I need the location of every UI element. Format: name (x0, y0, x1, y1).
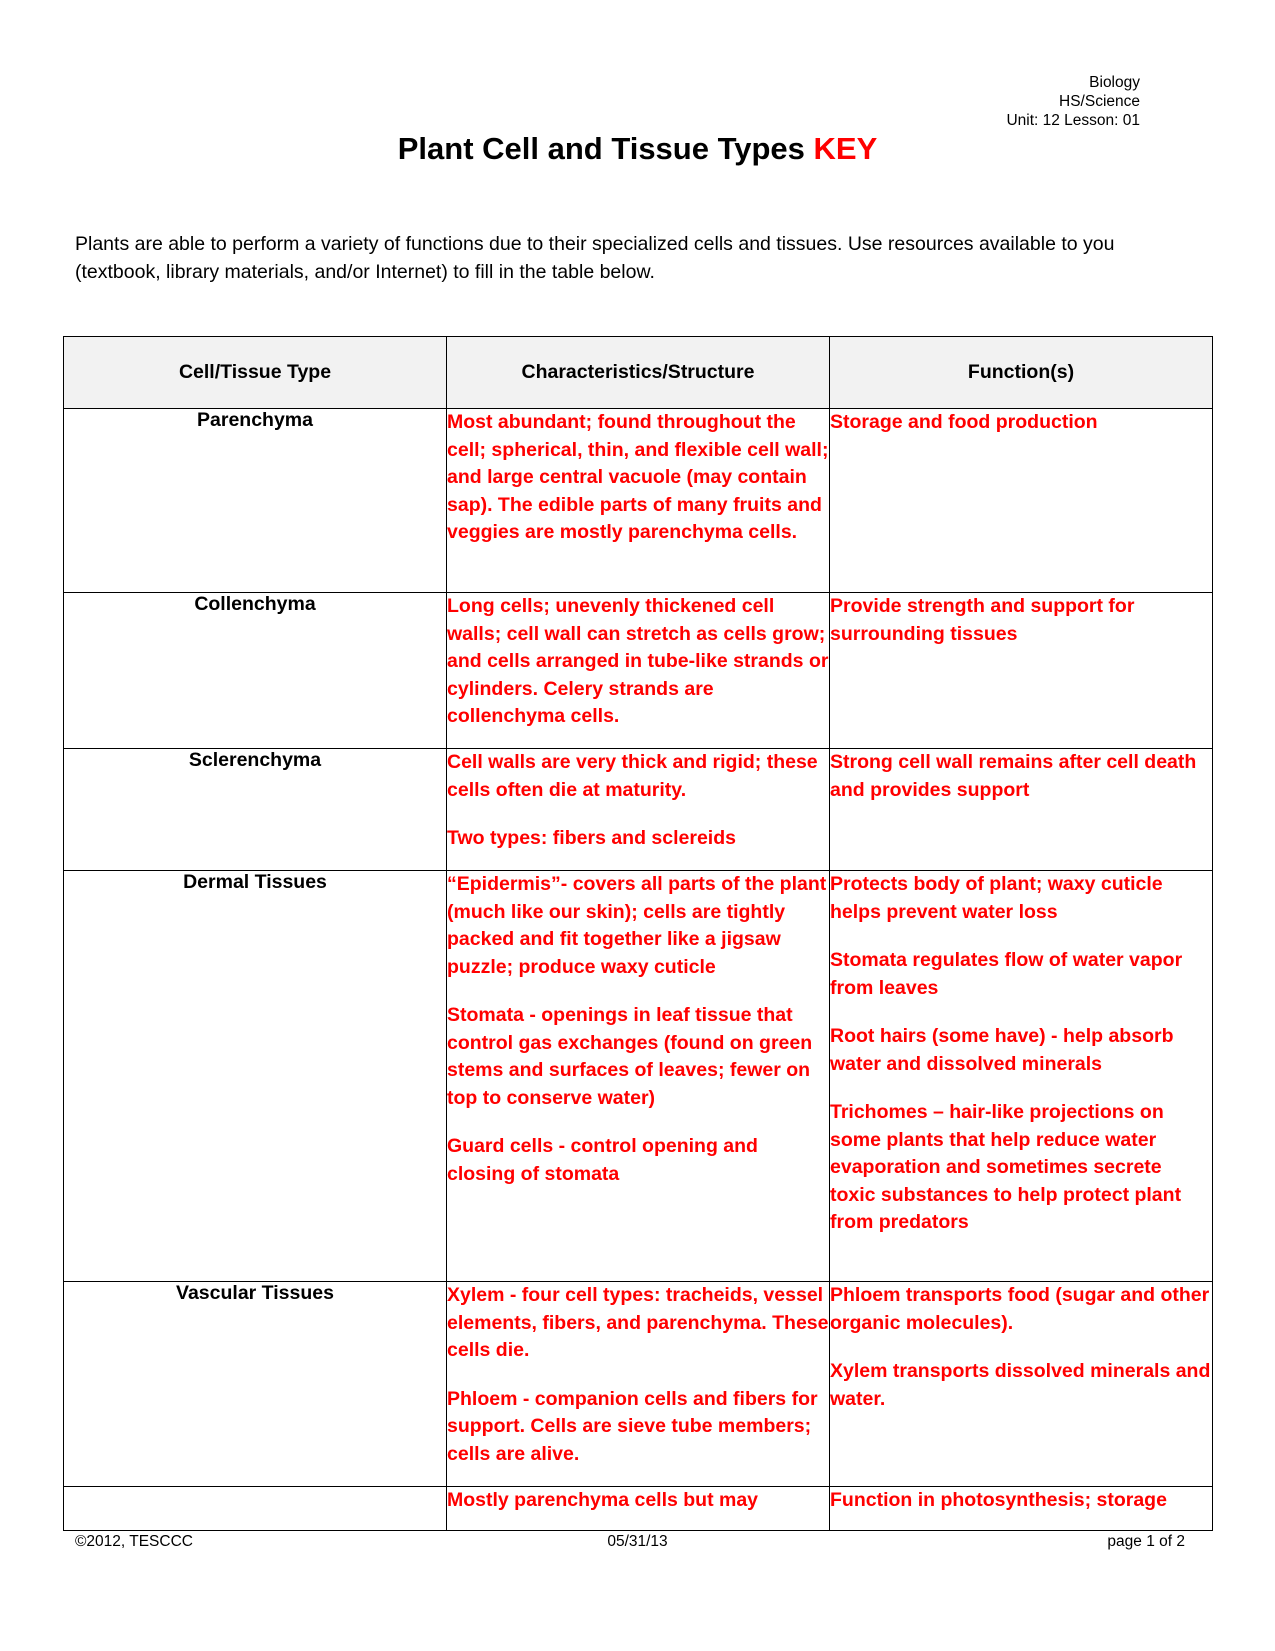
functions-cell (830, 593, 1213, 749)
characteristics-cell (447, 1487, 830, 1531)
cell-tissue-type (64, 1487, 447, 1531)
title-key: KEY (813, 131, 878, 166)
tissue-table (63, 336, 1213, 1531)
table-row (64, 1487, 1213, 1531)
function-text: Provide strength and support for surrounding tissues (830, 595, 1135, 645)
function-text: Stomata regulates flow of water vapor from leaves (830, 949, 1183, 999)
department-label: HS/Science (1059, 93, 1140, 110)
title-main: Plant Cell and Tissue Types (397, 131, 805, 166)
characteristics-cell (447, 593, 830, 749)
characteristics-text: Guard cells - control opening and closing of stomata (447, 1135, 758, 1185)
function-text: Strong cell wall remains after cell death and provides support (830, 751, 1197, 801)
cell-tissue-type: Collenchyma (64, 593, 447, 749)
table-row (64, 1282, 1213, 1487)
cell-tissue-type: Dermal Tissues (64, 871, 447, 1282)
characteristics-cell (447, 1282, 830, 1487)
characteristics-text: Most abundant; found throughout the cell; spherical, thin, and flexible cell wall; and large central vacuole (may contain sap). The edible parts of many fruits and veggies are mostly parenchyma cells. (447, 411, 829, 543)
characteristics-text: Two types: fibers and sclereids (447, 827, 736, 849)
characteristics-text: Stomata - openings in leaf tissue that control gas exchanges (found on green stems and surfaces of leaves; fewer on top to conserve water) (447, 1004, 813, 1109)
function-text: Trichomes – hair-like projections on some plants that help reduce water evaporation and sometimes secrete toxic substances to help protect plant from predators (830, 1101, 1182, 1233)
footer-copyright: ©2012, TESCCC (75, 1533, 193, 1550)
function-text: Root hairs (some have) - help absorb water and dissolved minerals (830, 1025, 1174, 1075)
characteristics-text: Mostly parenchyma cells but may (447, 1489, 759, 1511)
footer-page: page 1 of 2 (1107, 1533, 1185, 1550)
table-row (64, 871, 1213, 1282)
column-header-functions: Function(s) (830, 337, 1213, 409)
characteristics-text: “Epidermis”- covers all parts of the plant (much like our skin); cells are tightly packed and fit together like a jigsaw puzzle; produce waxy cuticle (447, 873, 827, 978)
characteristics-text: Phloem - companion cells and fibers for support. Cells are sieve tube members; cells are alive. (447, 1387, 818, 1465)
cell-tissue-type: Vascular Tissues (64, 1282, 447, 1487)
characteristics-text: Long cells; unevenly thickened cell walls; cell wall can stretch as cells grow; and cells arranged in tube-like strands or cylinders. Celery strands are collenchyma cells. (447, 595, 829, 727)
cell-tissue-type: Parenchyma (64, 409, 447, 593)
unit-lesson-label: Unit: 12 Lesson: 01 (1006, 112, 1140, 129)
cell-tissue-type: Sclerenchyma (64, 749, 447, 871)
intro-text: Plants are able to perform a variety of functions due to their specialized cells and tissues. Use resources available to you (textbook, library materials, and/or Internet) to fill in the table below. (75, 233, 1115, 283)
function-text: Protects body of plant; waxy cuticle helps prevent water loss (830, 873, 1163, 923)
footer-date: 05/31/13 (607, 1533, 668, 1550)
function-text: Function in photosynthesis; storage (830, 1489, 1167, 1511)
table-row (64, 749, 1213, 871)
characteristics-text: Cell walls are very thick and rigid; these cells often die at maturity. (447, 751, 818, 801)
functions-cell (830, 1487, 1213, 1531)
page-title (0, 131, 1275, 167)
table-body (64, 409, 1213, 1531)
table-header-row (64, 337, 1213, 409)
column-header-characteristics: Characteristics/Structure (447, 337, 830, 409)
functions-cell (830, 749, 1213, 871)
functions-cell (830, 871, 1213, 1282)
header-meta (1006, 73, 1140, 130)
function-text: Phloem transports food (sugar and other organic molecules). (830, 1284, 1210, 1334)
characteristics-text: Xylem - four cell types: tracheids, vessel elements, fibers, and parenchyma. These cells die. (447, 1284, 829, 1361)
functions-cell (830, 409, 1213, 593)
functions-cell (830, 1282, 1213, 1487)
characteristics-cell (447, 749, 830, 871)
course-label: Biology (1089, 74, 1140, 91)
characteristics-cell (447, 871, 830, 1282)
column-header-type: Cell/Tissue Type (64, 337, 447, 409)
table-row (64, 409, 1213, 593)
function-text: Storage and food production (830, 411, 1098, 433)
function-text: Xylem transports dissolved minerals and water. (830, 1360, 1211, 1410)
table-row (64, 593, 1213, 749)
characteristics-cell (447, 409, 830, 593)
